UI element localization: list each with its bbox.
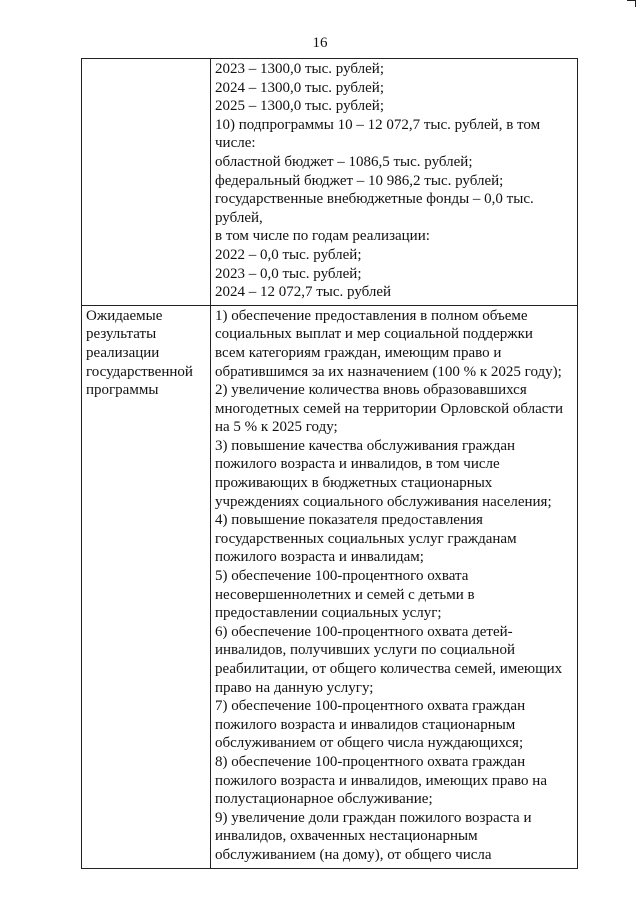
value-text-line: 2024 – 12 072,7 тыс. рублей [215,284,392,301]
label-text-line: государственной [86,363,193,380]
value-text-line: инвалидов, получивших услуги по социальной [215,642,515,659]
value-text-line: государственные внебюджетные фонды – 0,0 тыс. [215,191,534,208]
value-text-line: полустационарное обслуживание; [215,791,433,808]
label-text-line: Ожидаемые [86,307,163,324]
value-text-line: 2023 – 1300,0 тыс. рублей; [215,61,384,77]
value-text-line: 7) обеспечение 100-процентного охвата граждан [215,698,526,715]
row-value-cell [211,305,578,868]
corner-mark [627,0,636,7]
value-text-line: всем категориям граждан, имеющим право и [215,344,502,361]
value-text-line: 6) обеспечение 100-процентного охвата детей- [215,623,513,640]
value-text-line: реабилитации, от общего количества семей, имеющих [215,661,563,677]
value-text-line: 2024 – 1300,0 тыс. рублей; [215,79,384,96]
value-text-line: проживающих в бюджетных стационарных [215,475,493,492]
value-text-line: 4) повышение показателя предоставления [215,512,483,529]
row-value-cell [211,59,578,306]
value-text-line: рублей, [215,209,263,226]
row-label-cell [82,59,211,306]
value-text-line: инвалидов, охваченных нестационарным [215,828,478,845]
page-number: 16 [312,35,328,51]
value-text-line: предоставлении социальных услуг; [215,605,442,622]
value-text-line: пожилого возраста и инвалидов стационарным [215,716,516,733]
value-text-line: в том числе по годам реализации: [215,228,430,245]
value-text-line: многодетных семей на территории Орловской области [215,400,564,417]
value-text-line: учреждениях социального обслуживания населения; [215,493,552,510]
value-text-line: областной бюджет – 1086,5 тыс. рублей; [215,153,473,170]
value-text-line: пожилого возраста и инвалидам; [215,549,424,566]
value-text-line: социальных выплат и мер социальной поддержки [215,326,533,343]
value-text-line: обслуживанием (на дому), от общего числа [215,846,492,863]
value-text-line: 5) обеспечение 100-процентного охвата [215,568,469,585]
value-text-line: 2023 – 0,0 тыс. рублей; [215,265,362,282]
value-text-line: право на данную услугу; [215,679,374,696]
program-passport-table [81,58,578,869]
value-text-line: государственных социальных услуг гражданам [215,530,517,547]
value-text-line: 10) подпрограммы 10 – 12 072,7 тыс. рублей, в том [215,116,541,133]
value-text-line: числе: [215,135,256,152]
value-text-line: 2022 – 0,0 тыс. рублей; [215,246,362,263]
value-text-line: пожилого возраста и инвалидов, в том числе [215,456,500,473]
value-text-line: 3) повышение качества обслуживания граждан [215,437,516,454]
value-text-line: обратившимся за их назначением (100 % к 2025 году); [215,363,562,380]
value-text-line: обслуживанием от общего числа нуждающихся; [215,735,524,752]
value-text-line: на 5 % к 2025 году; [215,419,338,436]
value-text-line: 2) увеличение количества вновь образовавшихся [215,382,527,399]
row-label-cell [82,305,211,868]
table-row-funding [82,59,578,306]
value-text-line: несовершеннолетних и семей с детьми в [215,586,475,603]
value-text-line: пожилого возраста и инвалидов, имеющих право на [215,772,547,789]
label-text-line: результаты [86,326,157,343]
value-text-line: 9) увеличение доли граждан пожилого возраста и [215,809,532,826]
table-row-expected-results [82,305,578,868]
value-text-line: 2025 – 1300,0 тыс. рублей; [215,98,384,115]
label-text-line: реализации [86,344,160,361]
value-text-line: 1) обеспечение предоставления в полном объеме [215,307,528,324]
label-text-line: программы [86,382,159,399]
value-text-line: 8) обеспечение 100-процентного охвата граждан [215,753,526,770]
value-text-line: федеральный бюджет – 10 986,2 тыс. рублей; [215,172,504,189]
